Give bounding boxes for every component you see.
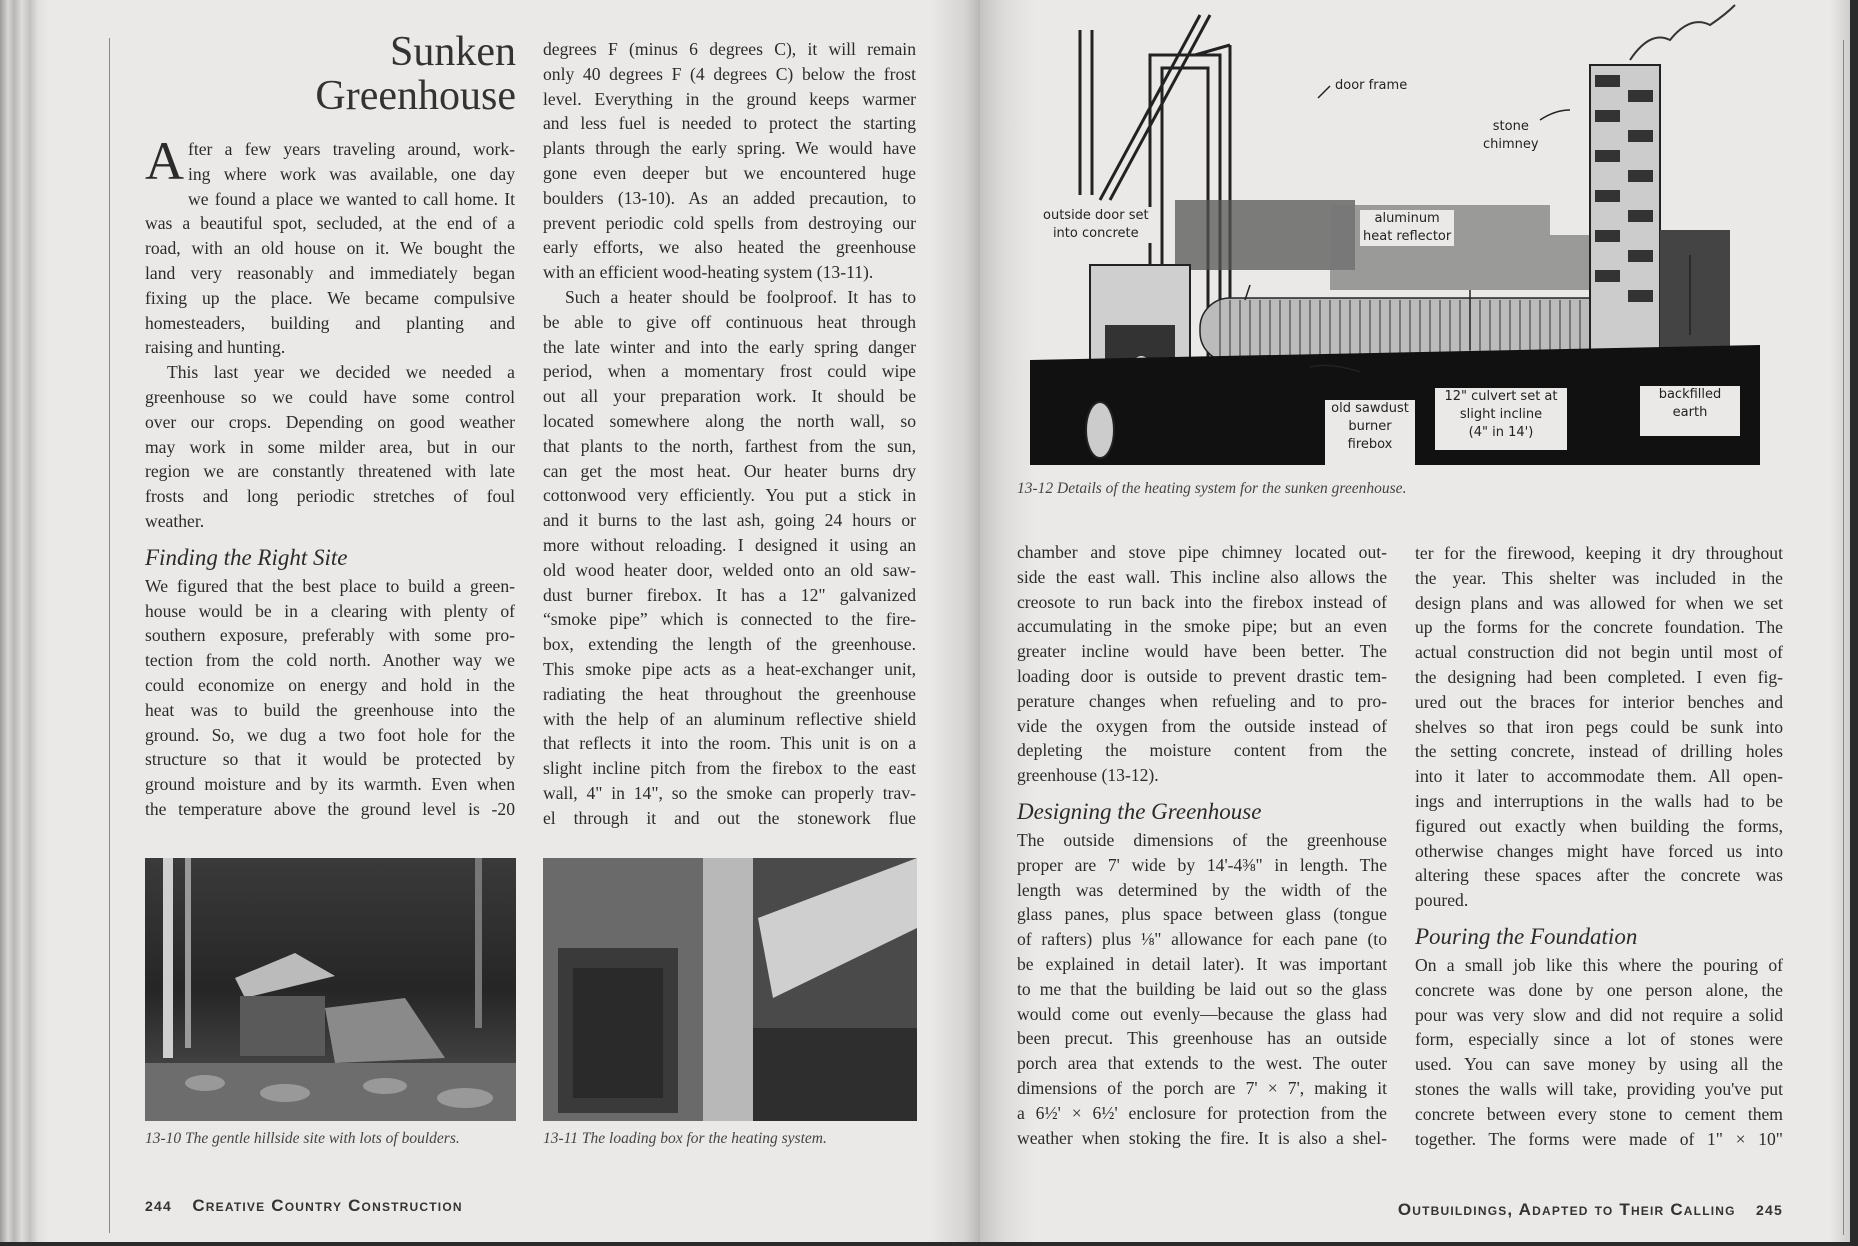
- photo-loading-box: [543, 858, 917, 1121]
- text-line: been precut. This greenhouse has an outside: [1017, 1028, 1387, 1049]
- page-edge-line: [1843, 40, 1844, 1235]
- text-line: with the help of an aluminum reflective shield: [543, 708, 916, 729]
- text-column-3: [1017, 540, 1387, 1150]
- label-line: chimney: [1483, 137, 1539, 152]
- text-line: be explained in detail later). It was important: [1017, 953, 1387, 974]
- text-line: Such a heater should be foolproof. It has to: [565, 286, 916, 307]
- text-line: greenhouse (13-12).: [1017, 765, 1159, 786]
- text-line: concrete was done by one person alone, the: [1415, 979, 1783, 1000]
- section-heading: Designing the Greenhouse: [1017, 798, 1262, 824]
- text-line: dimensions of the porch are 7' × 7', making it: [1017, 1077, 1387, 1098]
- text-line: tection from the cold north. Another way we: [145, 650, 515, 671]
- text-line: plants through the early spring. We would have: [543, 138, 916, 159]
- title-line: Greenhouse: [315, 73, 516, 119]
- text-line: house would be in a clearing with plenty of: [145, 600, 515, 621]
- text-line: used. You can save money by using all the: [1415, 1054, 1783, 1075]
- text-line: length was determined by the width of the: [1017, 879, 1387, 900]
- chapter-title: [315, 30, 516, 118]
- text-line: boulders (13-10). As an added precaution, to: [543, 187, 916, 208]
- text-line: ter for the firewood, keeping it dry throughout: [1415, 543, 1783, 563]
- footer-right: [1398, 1200, 1783, 1220]
- label-line: aluminum: [1374, 211, 1440, 226]
- title-line: Sunken: [390, 29, 516, 75]
- label-line: into concrete: [1052, 226, 1139, 241]
- text-line: may work in some milder area, but in our: [145, 436, 515, 457]
- figure-caption: 13-11 The loading box for the heating system.: [543, 1130, 827, 1147]
- text-line: a 6½' × 6½' enclosure for protection from the: [1017, 1102, 1387, 1123]
- text-line: box, extending the length of the greenhouse.: [543, 634, 916, 655]
- text-line: prevent periodic cold spells from destroying our: [543, 212, 916, 233]
- text-line: out all your preparation work. It should be: [543, 386, 916, 407]
- text-line: level. Everything in the ground keeps warmer: [543, 88, 916, 109]
- label-line: firebox: [1347, 437, 1393, 452]
- text-line: otherwise changes might have forced us into: [1415, 840, 1783, 861]
- text-line: frosts and long periodic stretches of foul: [145, 486, 515, 507]
- text-line: dust burner firebox. It has a 12" galvanized: [543, 584, 916, 605]
- text-line: can get the most heat. Our heater burns dry: [543, 460, 916, 481]
- label-line: stone: [1492, 119, 1529, 134]
- text-line: only 40 degrees F (4 degrees C) below the frost: [543, 63, 916, 84]
- text-line: and it burns to the last ash, going 24 hours or: [543, 510, 916, 531]
- text-line: fixing up the place. We became compulsive: [145, 287, 515, 308]
- text-line: altering these spaces after the concrete was: [1415, 865, 1783, 886]
- text-line: We figured that the best place to build a green-: [145, 575, 515, 596]
- drop-cap: A: [145, 131, 184, 191]
- text-line: heat was to build the greenhouse into the: [145, 699, 515, 720]
- label-line: old sawdust: [1331, 401, 1409, 416]
- text-line: poured.: [1415, 890, 1469, 911]
- section-heading: Finding the Right Site: [145, 544, 348, 570]
- text-line: This last year we decided we needed a: [167, 362, 515, 383]
- text-line: would come out evenly—because the glass had: [1017, 1003, 1387, 1024]
- text-line: ings and interruptions in the walls had to be: [1415, 790, 1783, 811]
- text-line: greater incline would have been better. The: [1017, 641, 1387, 662]
- text-line: with an efficient wood-heating system (13-11).: [543, 262, 874, 283]
- text-line: more without reloading. I designed it using an: [543, 534, 916, 555]
- footer-left: [145, 1196, 463, 1216]
- text-line: to me that the building be laid out so the glass: [1017, 978, 1387, 999]
- text-line: This smoke pipe acts as a heat-exchanger unit,: [543, 658, 916, 679]
- page-number: 245: [1756, 1202, 1783, 1218]
- text-line: “smoke pipe” which is connected to the fire-: [543, 609, 916, 630]
- text-line: On a small job like this where the pouring of: [1415, 954, 1783, 975]
- text-line: was a beautiful spot, secluded, at the end of a: [145, 213, 515, 234]
- text-line: we found a place we wanted to call home. It: [188, 188, 515, 209]
- text-line: depleting the moisture content from the: [1017, 740, 1387, 761]
- text-line: proper are 7' wide by 14'-4⅜" in length. The: [1017, 854, 1387, 875]
- text-line: could economize on energy and hold in the: [145, 674, 515, 695]
- text-line: region we are constantly threatened with late: [145, 461, 515, 482]
- text-line: loading door is outside to prevent drastic tem-: [1017, 665, 1387, 686]
- figure-caption: 13-12 Details of the heating system for the sunken greenhouse.: [1017, 480, 1407, 497]
- section-heading: Pouring the Foundation: [1415, 923, 1638, 949]
- text-line: be able to give off continuous heat through: [543, 311, 916, 332]
- text-line: and less fuel is needed to protect the starting: [543, 113, 916, 134]
- text-line: up the forms for the concrete foundation. The: [1415, 617, 1783, 638]
- text-line: perature changes when refueling and to pro-: [1017, 690, 1387, 711]
- text-column-2: [543, 37, 916, 831]
- figure-caption: 13-10 The gentle hillside site with lots of boulders.: [145, 1130, 460, 1147]
- text-line: pour was very slow and did not require a solid: [1415, 1004, 1783, 1025]
- text-line: cottonwood very efficiently. You put a stick in: [543, 485, 916, 506]
- text-line: into it later to accommodate them. All open-: [1415, 766, 1783, 787]
- text-line: weather.: [145, 510, 205, 531]
- photo-hillside-site: [145, 858, 516, 1121]
- running-head: Creative Country Construction: [192, 1196, 463, 1215]
- text-line: radiating the heat throughout the greenhouse: [543, 683, 916, 704]
- page-number: 244: [145, 1198, 172, 1214]
- text-line: form, especially since a lot of stones were: [1415, 1029, 1783, 1050]
- text-line: the temperature above the ground level is -20: [145, 798, 515, 819]
- text-line: vide the oxygen from the outside instead of: [1017, 715, 1387, 736]
- label-line: heat reflector: [1363, 229, 1452, 244]
- text-line: over our crops. Depending on good weather: [145, 411, 515, 432]
- label-line: (4" in 14'): [1468, 425, 1534, 440]
- text-line: concrete between every stone to cement them: [1415, 1103, 1783, 1124]
- text-line: together. The forms were made of 1" × 10": [1415, 1128, 1783, 1149]
- label-firebox: [1325, 400, 1415, 465]
- text-line: southern exposure, preferably with some pro-: [145, 625, 515, 646]
- text-line: The outside dimensions of the greenhouse: [1017, 829, 1387, 850]
- text-line: accumulating in the smoke pipe; but an even: [1017, 616, 1387, 637]
- text-line: fter a few years traveling around, work-: [188, 139, 515, 159]
- label-stone-chimney: [1480, 118, 1542, 154]
- text-line: that reflects it into the room. This unit is on a: [543, 733, 916, 754]
- label-line: earth: [1672, 405, 1708, 420]
- text-line: period, when a momentary frost could wipe: [543, 361, 916, 382]
- text-line: homesteaders, building and planting and: [145, 312, 515, 333]
- label-line: 12" culvert set at: [1444, 389, 1558, 404]
- text-line: ground moisture and by its warmth. Even when: [145, 774, 515, 795]
- label-heat-reflector: [1360, 210, 1454, 246]
- text-line: chamber and stove pipe chimney located out-: [1017, 542, 1387, 562]
- text-line: design plans and was allowed for when we set: [1415, 592, 1783, 613]
- label-line: backfilled: [1658, 387, 1722, 402]
- text-line: ground. So, we dug a two foot hole for the: [145, 724, 515, 745]
- label-culvert: [1435, 388, 1567, 450]
- text-line: weather when stoking the fire. It is also a shel-: [1017, 1127, 1387, 1148]
- heating-system-diagram: [1030, 0, 1760, 465]
- label-line: slight incline: [1459, 407, 1543, 422]
- text-line: actual construction did not begin until most of: [1415, 642, 1783, 663]
- text-line: located somewhere along the north wall, so: [543, 410, 916, 431]
- text-line: old wood heater door, welded onto an old saw-: [543, 559, 916, 580]
- text-line: side the east wall. This incline also allows the: [1017, 566, 1387, 587]
- text-line: ured out the braces for interior benches and: [1415, 691, 1783, 712]
- text-line: the designing had been completed. I even fig-: [1415, 666, 1783, 687]
- text-line: degrees F (minus 6 degrees C), it will remain: [543, 39, 916, 59]
- text-line: the year. This shelter was included in the: [1415, 567, 1783, 588]
- running-head: Outbuildings, Adapted to Their Calling: [1397, 1200, 1736, 1219]
- label-door-frame: door frame: [1335, 78, 1408, 93]
- text-column-4: [1415, 541, 1783, 1151]
- text-line: slight incline pitch from the firebox to the east: [543, 758, 916, 779]
- label-outside-door: [1040, 207, 1152, 243]
- text-line: the setting concrete, instead of drilling holes: [1415, 741, 1783, 762]
- text-line: land very reasonably and immediately began: [145, 262, 515, 283]
- text-column-1: [145, 131, 515, 822]
- page-edge-line: [109, 38, 110, 1233]
- label-line: burner: [1348, 419, 1392, 434]
- text-line: the late winter and into the early spring danger: [543, 336, 916, 357]
- text-line: el through it and out the stonework flue: [543, 807, 916, 828]
- text-line: raising and hunting.: [145, 337, 286, 358]
- text-line: that plants to the north, farthest from the sun,: [543, 435, 916, 456]
- text-line: figured out exactly when building the forms,: [1415, 815, 1783, 836]
- text-line: early efforts, we also heated the greenhouse: [543, 237, 916, 258]
- text-line: gone even deeper but we encountered huge: [543, 162, 916, 183]
- text-line: road, with an old house on it. We bought the: [145, 238, 515, 259]
- text-line: shelves so that iron pegs could be sunk into: [1415, 716, 1783, 737]
- text-line: porch area that extends to the west. The outer: [1017, 1053, 1387, 1074]
- text-line: greenhouse so we could have some control: [145, 386, 515, 407]
- text-line: structure so that it would be protected by: [145, 749, 515, 770]
- text-line: wall, 4" in 14", so the smoke can properly trav-: [543, 782, 916, 803]
- text-line: of rafters) plus ⅛" allowance for each pane (to: [1017, 929, 1387, 950]
- text-line: creosote to run back into the firebox instead of: [1017, 591, 1387, 612]
- label-line: outside door set: [1043, 208, 1149, 223]
- label-backfilled-earth: [1640, 386, 1740, 436]
- text-line: ing where work was available, one day: [188, 163, 515, 184]
- text-line: stones the walls will take, providing you've put: [1415, 1078, 1783, 1099]
- text-line: glass panes, plus space between glass (tongue: [1017, 904, 1387, 925]
